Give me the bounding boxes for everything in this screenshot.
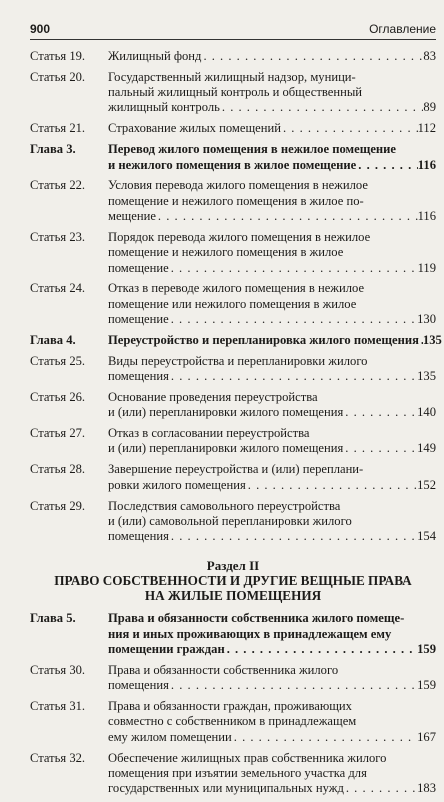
toc-article-entry[interactable] <box>30 699 436 745</box>
entry-title <box>108 332 442 348</box>
entry-title-line: совместно с собственником в принадлежащем <box>108 714 357 729</box>
entry-title-line: Основание проведения переустройства <box>108 389 318 404</box>
entry-title-line: Отказ в переводе жилого помещения в нежилое <box>108 281 365 296</box>
toc-article-entry[interactable] <box>30 178 436 224</box>
entry-page-number: 159 <box>417 642 436 657</box>
entry-title-line: Права и обязанности граждан, проживающих <box>108 699 352 714</box>
entry-title-end: ему жилом помещении <box>108 729 232 744</box>
entry-title-line: помещение или нежилого помещения в жилое <box>108 296 357 311</box>
entry-title-end: и (или) перепланировки жилого помещения <box>108 441 344 456</box>
entry-title <box>108 699 436 745</box>
running-title: Оглавление <box>369 22 436 36</box>
entry-label: Статья 21. <box>30 121 86 136</box>
entry-page-number: 83 <box>423 49 436 63</box>
entry-title-end: государственных или муниципальных нужд <box>108 781 344 796</box>
entry-title-end: Жилищный фонд <box>108 49 202 63</box>
entry-last-line <box>108 158 436 173</box>
entry-label: Статья 25. <box>30 353 86 368</box>
entry-title-end: ровки жилого помещения <box>108 477 246 492</box>
section-title-line-1: ПРАВО СОБСТВЕННОСТИ И ДРУГИЕ ВЕЩНЫЕ ПРАВА <box>54 573 412 589</box>
entry-page-number: 152 <box>417 477 436 492</box>
entry-title-end: мещение <box>108 209 156 224</box>
page-number: 900 <box>30 22 51 36</box>
entry-title <box>108 462 436 493</box>
toc-article-entry[interactable] <box>30 121 436 136</box>
entry-page-number: 183 <box>417 781 436 796</box>
entry-page-number: 116 <box>417 209 436 224</box>
entry-title-line: Перевод жилого помещения в нежилое помещение <box>108 142 397 157</box>
toc-article-entry[interactable] <box>30 354 436 385</box>
entry-title-line: Обеспечение жилищных прав собственника жилого <box>108 750 387 765</box>
entry-title <box>108 142 436 173</box>
entry-title-line: Порядок перевода жилого помещения в нежилое <box>108 229 371 244</box>
running-header <box>30 22 436 40</box>
entry-page-number: 167 <box>417 729 436 744</box>
entry-title-end: и нежилого помещения в жилое помещение <box>108 157 357 172</box>
entry-label: Глава 5. <box>30 611 76 626</box>
entry-title-line: Права и обязанности собственника жилого <box>108 662 339 677</box>
entry-title-end: помещении граждан <box>108 642 225 657</box>
entry-page-number: 154 <box>417 529 436 544</box>
entry-title <box>108 611 436 657</box>
dot-leader <box>232 730 417 745</box>
entry-last-line <box>108 209 436 224</box>
entry-title <box>108 426 436 457</box>
dot-leader <box>225 642 417 657</box>
entry-title-line: Условия перевода жилого помещения в нежилое <box>108 178 368 193</box>
entry-title-line: Права и обязанности собственника жилого помеще- <box>108 611 405 626</box>
entry-page-number: 130 <box>417 312 436 327</box>
entry-label: Статья 20. <box>30 69 86 84</box>
dot-leader <box>343 441 417 456</box>
entry-last-line <box>108 100 436 115</box>
toc-article-entry[interactable] <box>30 230 436 276</box>
entry-title <box>108 499 436 545</box>
toc-chapter-entry[interactable] <box>30 611 436 657</box>
dot-leader <box>246 478 417 493</box>
section-title-line-2: НА ЖИЛЫЕ ПОМЕЩЕНИЯ <box>144 588 322 604</box>
entry-title-line: Государственный жилищный надзор, муници- <box>108 69 356 84</box>
toc-article-entry[interactable] <box>30 462 436 493</box>
entry-page-number: 140 <box>417 405 436 420</box>
entry-last-line <box>108 781 436 796</box>
toc-article-entry[interactable] <box>30 426 436 457</box>
dot-leader <box>343 405 417 420</box>
dot-leader <box>356 158 418 173</box>
entry-last-line <box>108 730 436 745</box>
entry-label: Глава 4. <box>30 332 76 347</box>
entry-last-line <box>108 121 436 136</box>
entry-title <box>108 663 436 694</box>
toc-article-entry[interactable] <box>30 390 436 421</box>
entry-title-line: пальный жилищный контроль и общественный <box>108 85 363 100</box>
dot-leader <box>156 209 418 224</box>
entry-title-end: помещения <box>108 369 169 384</box>
entry-page-number: 119 <box>417 260 436 275</box>
entry-last-line <box>108 49 436 64</box>
entry-last-line <box>108 332 442 348</box>
entry-title-end: помещение <box>108 260 169 275</box>
entry-title <box>108 49 436 64</box>
entry-page-number: 159 <box>417 678 436 693</box>
entry-title <box>108 281 436 327</box>
entry-label: Статья 19. <box>30 49 86 63</box>
entry-page-number: 149 <box>417 441 436 456</box>
dot-leader <box>169 529 417 544</box>
toc-article-entry[interactable] <box>30 281 436 327</box>
entry-title <box>108 121 436 136</box>
entry-title <box>108 751 436 797</box>
dot-leader <box>344 781 417 796</box>
entry-label: Статья 23. <box>30 229 86 244</box>
entry-title-line: помещение и нежилого помещения в жилое <box>108 245 344 260</box>
entry-title-end: Переустройство и перепланировка жилого помещения <box>108 332 419 347</box>
toc-article-entry[interactable] <box>30 499 436 545</box>
section-heading <box>30 558 436 603</box>
entry-last-line <box>108 678 436 693</box>
entry-title <box>108 230 436 276</box>
entry-label: Статья 32. <box>30 750 86 765</box>
toc-article-entry[interactable] <box>30 663 436 694</box>
entry-last-line <box>108 642 436 657</box>
entry-title-line: Завершение переустройства и (или) переплани- <box>108 462 364 477</box>
entry-label: Глава 3. <box>30 142 76 157</box>
toc-chapter-entry[interactable] <box>30 142 436 173</box>
entry-label: Статья 28. <box>30 462 86 477</box>
entry-last-line <box>108 441 436 456</box>
dot-leader <box>201 49 423 64</box>
entry-label: Статья 27. <box>30 426 86 441</box>
entry-title-end: помещения <box>108 678 169 693</box>
dot-leader <box>281 121 418 136</box>
entry-page-number: 135 <box>422 332 442 347</box>
entry-last-line <box>108 261 436 276</box>
entry-label: Статья 29. <box>30 498 86 513</box>
entry-last-line <box>108 478 436 493</box>
dot-leader <box>220 100 424 115</box>
entry-title <box>108 390 436 421</box>
entry-last-line <box>108 529 436 544</box>
header-rule <box>30 39 436 40</box>
entry-page-number: 135 <box>417 369 436 384</box>
entry-title-end: жилищный контроль <box>108 100 220 115</box>
entry-title-line: Отказ в согласовании переустройства <box>108 426 310 441</box>
entry-label: Статья 26. <box>30 389 86 404</box>
dot-leader <box>169 369 417 384</box>
dot-leader <box>169 261 418 276</box>
dot-leader <box>169 678 417 693</box>
entry-title-line: Виды переустройства и перепланировки жилого <box>108 353 368 368</box>
entry-title-end: помещение <box>108 312 169 327</box>
entry-title-end: и (или) перепланировки жилого помещения <box>108 405 344 420</box>
entry-title-end: Страхование жилых помещений <box>108 121 281 136</box>
toc-list-bottom <box>30 611 436 796</box>
entry-page-number: 112 <box>417 121 436 136</box>
entry-title-line: помещение и нежилого помещения в жилое по- <box>108 193 364 208</box>
entry-label: Статья 22. <box>30 178 86 193</box>
entry-title <box>108 354 436 385</box>
toc-article-entry[interactable] <box>30 751 436 797</box>
table-of-contents <box>30 49 442 802</box>
entry-title-line: помещения при изъятии земельного участка для <box>108 765 367 780</box>
entry-label: Статья 24. <box>30 281 86 296</box>
entry-title-line: и (или) самовольной перепланировки жилого <box>108 513 352 528</box>
toc-chapter-entry[interactable] <box>30 332 442 348</box>
toc-article-entry[interactable] <box>30 70 436 116</box>
entry-page-number: 116 <box>417 157 436 172</box>
entry-page-number: 89 <box>423 100 436 115</box>
entry-last-line <box>108 312 436 327</box>
entry-title <box>108 178 436 224</box>
entry-title-line: Последствия самовольного переустройства <box>108 498 341 513</box>
entry-title-line: ния и иных проживающих в принадлежащем ему <box>108 626 392 641</box>
dot-leader <box>169 312 417 327</box>
section-name: Раздел II <box>206 558 260 574</box>
entry-title-end: помещения <box>108 529 169 544</box>
entry-last-line <box>108 369 436 384</box>
entry-last-line <box>108 405 436 420</box>
entry-label: Статья 31. <box>30 699 86 714</box>
entry-title <box>108 70 436 116</box>
toc-article-entry[interactable] <box>30 49 436 64</box>
entry-label: Статья 30. <box>30 662 86 677</box>
toc-list-top <box>30 49 442 544</box>
